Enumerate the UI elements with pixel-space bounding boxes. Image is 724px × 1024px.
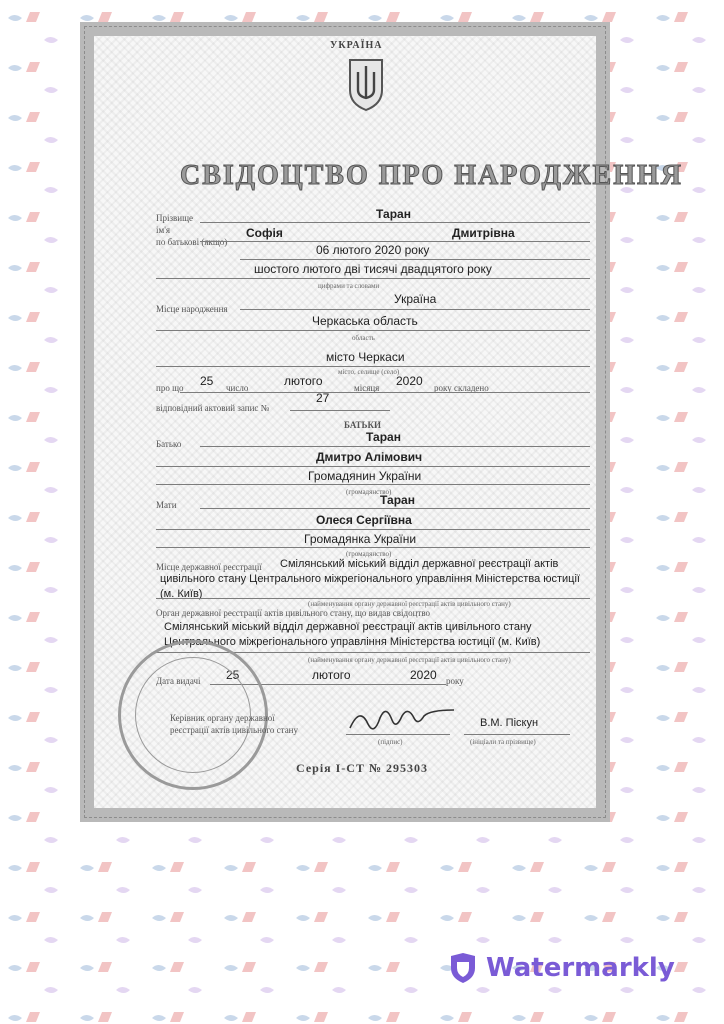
child-name: Софія — [246, 226, 283, 240]
label-month: місяця — [354, 383, 380, 393]
watermark-brand-text: Watermarkly — [486, 953, 675, 983]
label-day: число — [226, 383, 249, 393]
rule — [180, 392, 590, 393]
rule — [240, 259, 590, 260]
rule — [200, 508, 590, 509]
child-surname: Таран — [376, 207, 411, 221]
label-mother: Мати — [156, 500, 177, 510]
father-citizenship: Громадянин України — [308, 469, 422, 483]
label-father: Батько — [156, 439, 182, 449]
watermark-brand — [448, 952, 675, 984]
certificate-serial: Серія І-СТ № 295303 — [296, 761, 429, 775]
child-birth-date: 06 лютого 2020 року — [316, 243, 430, 257]
rule — [156, 598, 590, 599]
registration-place: Смілянський міський відділ державної реєстрації актів цивільного стану Центрального міжрегіонального управління Міністерства юстиції (м. Київ) — [160, 558, 580, 600]
child-patronymic: Дмитрівна — [452, 226, 515, 240]
official-name: В.М. Піскун — [480, 717, 539, 729]
caption-city: місто, селище (село) — [338, 368, 400, 376]
rule — [240, 309, 590, 310]
rule — [156, 547, 590, 548]
record-number: 27 — [316, 391, 330, 405]
caption-digits: цифрами та словами — [318, 282, 380, 290]
record-month: лютого — [284, 374, 323, 388]
label-fullname: Прізвище ім'я по батькові (якщо) — [156, 213, 228, 247]
issue-year-suffix: року — [446, 676, 464, 686]
country-name: УКРАЇНА — [330, 40, 383, 51]
child-birth-date-words: шостого лютого дві тисячі двадцятого року — [254, 262, 492, 276]
mother-name: Олеся Сергіївна — [316, 513, 412, 527]
label-place-of-birth: Місце народження — [156, 304, 228, 314]
father-name: Дмитро Алімович — [316, 450, 423, 464]
label-about-which: про що — [156, 383, 184, 393]
rule — [200, 241, 590, 242]
rule — [156, 330, 590, 331]
label-issuing-body: Орган державної реєстрації актів цивільного стану, що видав свідоцтво — [156, 608, 431, 618]
issue-year: 2020 — [410, 668, 437, 682]
caption-issuing: (найменування органу державної реєстрації актів цивільного стану) — [308, 656, 511, 664]
rule — [200, 222, 590, 223]
caption-registration: (найменування органу державної реєстрації актів цивільного стану) — [308, 600, 511, 608]
issue-day: 25 — [226, 668, 240, 682]
caption-region: область — [352, 334, 375, 342]
record-year: 2020 — [396, 374, 423, 388]
rule — [156, 366, 590, 367]
rule — [156, 278, 590, 279]
trident-emblem-icon — [346, 56, 386, 112]
birth-region: Черкаська область — [312, 314, 418, 328]
caption-mother-citizenship: (громадянство) — [346, 550, 392, 558]
label-official: Керівник органу державної реєстрації актів цивільного стану — [170, 713, 298, 735]
label-issue-date: Дата видачі — [156, 676, 201, 686]
rule — [156, 529, 590, 530]
label-registration-place: Місце державної реєстрації — [156, 562, 262, 572]
record-day: 25 — [200, 374, 214, 388]
signature-icon — [346, 706, 456, 736]
rule — [156, 466, 590, 467]
issue-month: лютого — [312, 668, 351, 682]
mother-citizenship: Громадянка України — [304, 532, 417, 546]
birth-city: місто Черкаси — [326, 350, 405, 364]
label-record-number: відповідний актовий запис № — [156, 403, 270, 413]
rule — [200, 446, 590, 447]
caption-father-citizenship: (громадянство) — [346, 488, 392, 496]
caption-sign: (підпис) — [378, 738, 403, 746]
birth-country: Україна — [394, 292, 437, 306]
rule — [290, 410, 390, 411]
page-title: СВІДОЦТВО ПРО НАРОДЖЕННЯ — [180, 160, 683, 191]
rule — [464, 734, 570, 735]
mother-surname: Таран — [380, 493, 415, 507]
label-year: року складено — [434, 383, 489, 393]
caption-initials: (ініціали та прізвище) — [470, 738, 536, 746]
father-surname: Таран — [366, 430, 401, 444]
issuing-body: Смілянський міський відділ державної реєстрації актів цивільного стану Центрального міжрегіонального управління Міністерства юстиції (м. Київ) — [164, 621, 541, 648]
shield-icon — [448, 952, 478, 984]
rule — [346, 734, 450, 735]
rule — [156, 484, 590, 485]
parents-heading: БАТЬКИ — [344, 420, 382, 430]
